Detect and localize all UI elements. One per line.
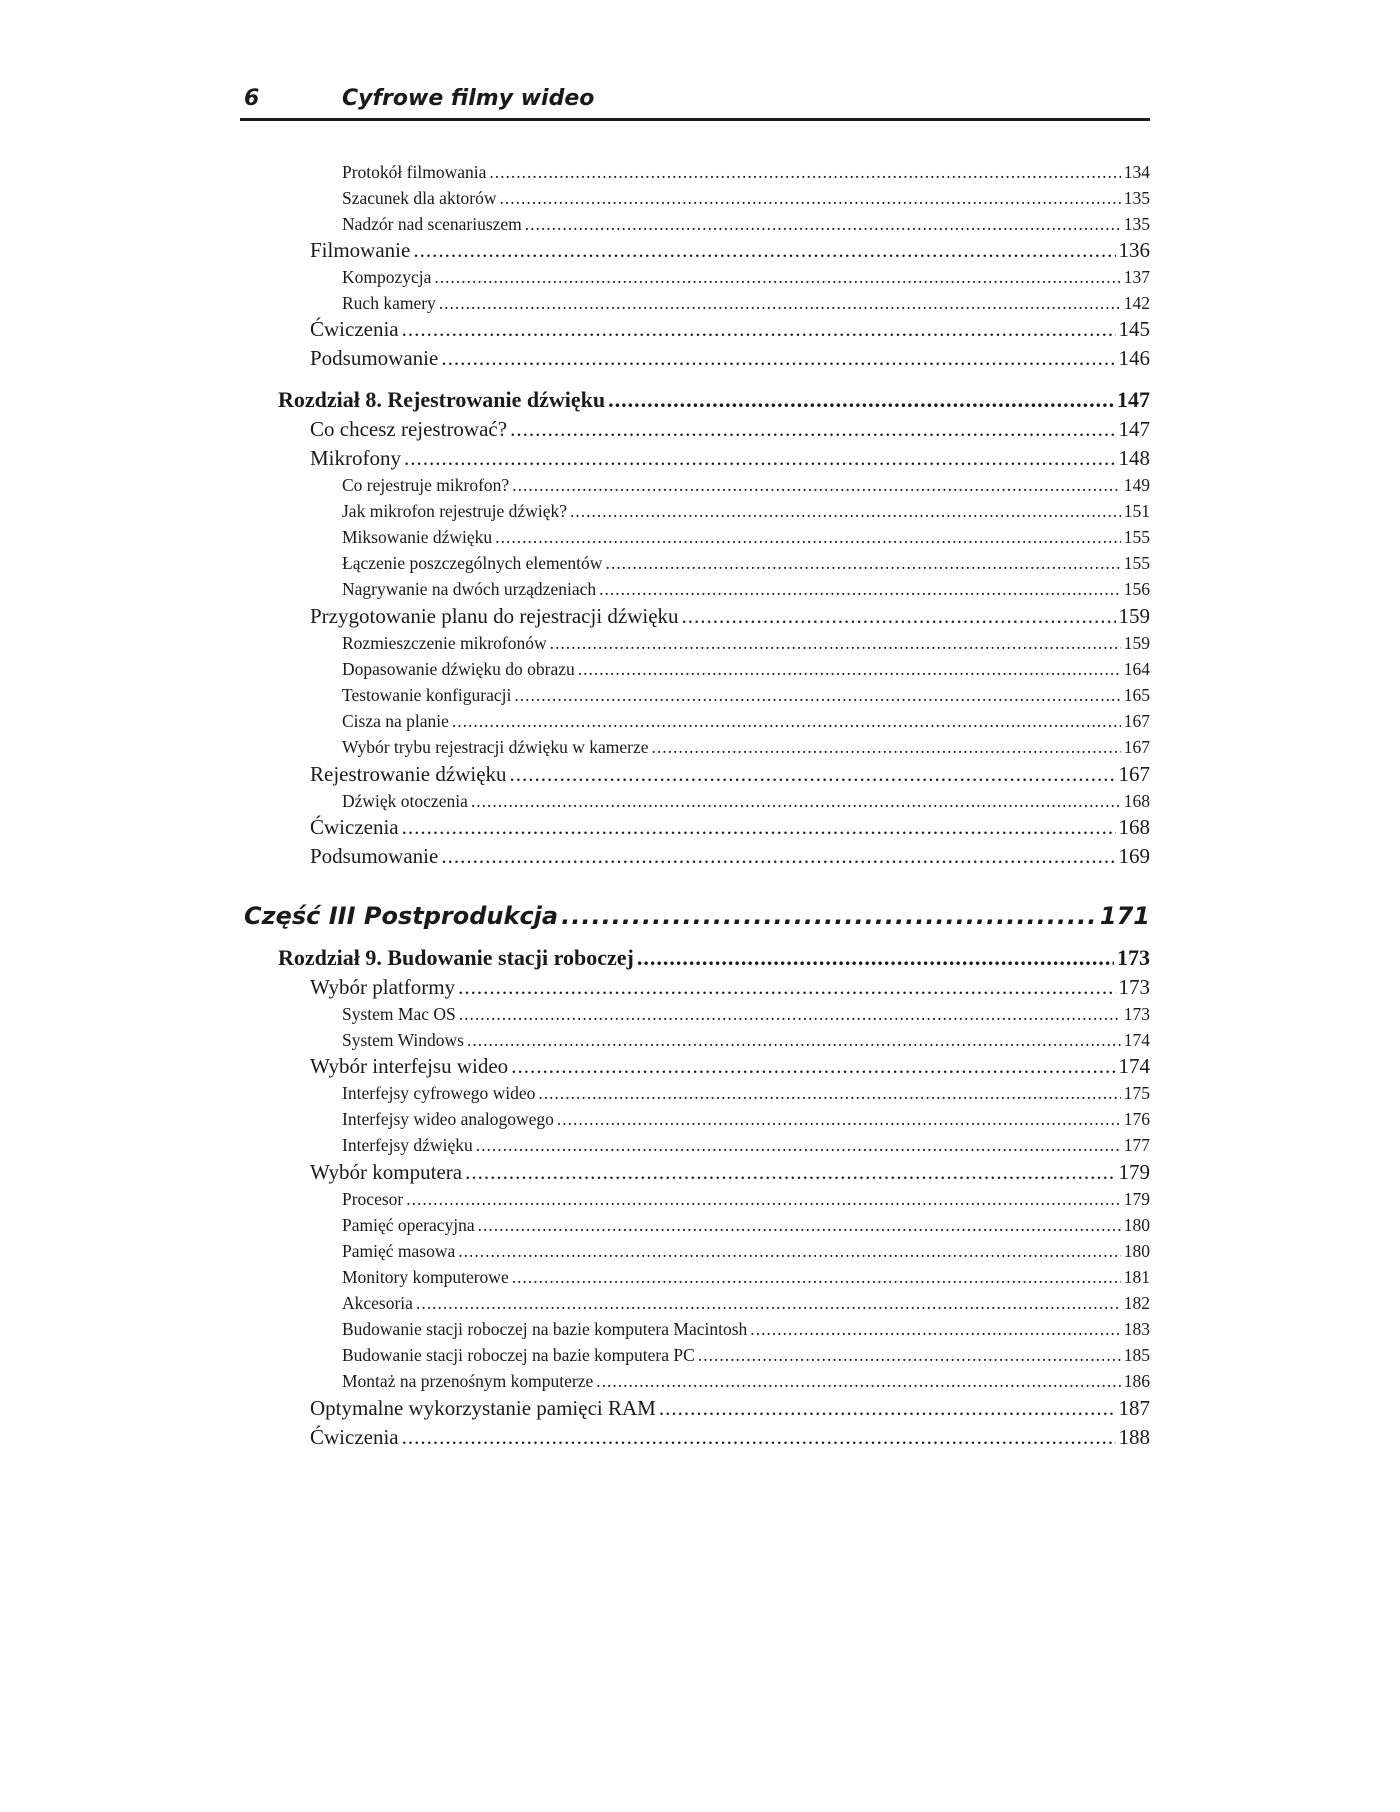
dot-leader <box>416 1293 1121 1314</box>
toc-page-number: 148 <box>1118 446 1150 470</box>
toc-page-number: 188 <box>1118 1425 1150 1449</box>
toc-page-number: 174 <box>1118 1054 1150 1078</box>
toc-entry-title: Ruch kamery <box>342 293 436 313</box>
toc-entry-title: Nadzór nad scenariuszem <box>342 214 522 234</box>
dot-leader <box>525 214 1121 235</box>
toc-entry-title: Miksowanie dźwięku <box>342 527 493 547</box>
toc-entry-title: Dźwięk otoczenia <box>342 791 468 811</box>
dot-leader <box>510 417 1115 442</box>
toc-entry <box>342 267 1150 288</box>
toc-entry <box>342 1189 1150 1210</box>
toc-page-number: 155 <box>1123 553 1150 573</box>
toc-entry-title: Interfejsy wideo analogowego <box>342 1109 554 1129</box>
toc-entry <box>310 815 1150 840</box>
dot-leader <box>452 711 1121 732</box>
toc-page-number: 179 <box>1118 1160 1150 1184</box>
toc-entry-title: Budowanie stacji roboczej na bazie komputera PC <box>342 1345 695 1365</box>
dot-leader <box>471 791 1121 812</box>
dot-leader <box>434 267 1120 288</box>
dot-leader <box>605 553 1120 574</box>
toc-entry <box>342 553 1150 574</box>
toc-entry-title: Łączenie poszczególnych elementów <box>342 553 603 573</box>
page-number: 6 <box>244 86 260 111</box>
toc-page-number: 136 <box>1118 238 1150 262</box>
dot-leader <box>550 633 1121 654</box>
toc-entry <box>342 162 1150 183</box>
toc-entry <box>342 1215 1150 1236</box>
dot-leader <box>441 844 1115 869</box>
toc-entry-title: Co rejestruje mikrofon? <box>342 475 510 495</box>
toc-entry-title: System Windows <box>342 1030 464 1050</box>
book-title: Cyfrowe filmy wideo <box>342 86 595 111</box>
toc-page-number: 147 <box>1117 387 1150 412</box>
toc-entry <box>342 527 1150 548</box>
toc-page-number: 180 <box>1123 1241 1150 1261</box>
dot-leader <box>659 1396 1116 1421</box>
dot-leader <box>402 317 1116 342</box>
toc-page-number: 167 <box>1118 762 1150 786</box>
toc-page-number: 137 <box>1123 267 1150 287</box>
dot-leader <box>458 975 1115 1000</box>
toc-entry <box>342 659 1150 680</box>
dot-leader <box>406 1189 1121 1210</box>
toc-entry <box>310 1054 1150 1079</box>
toc-entry-title: Część III Postprodukcja <box>244 902 559 930</box>
toc-entry <box>342 1004 1150 1025</box>
toc-page-number: 185 <box>1123 1345 1150 1365</box>
toc-page-number: 168 <box>1118 815 1150 839</box>
toc-entry <box>342 214 1150 235</box>
toc-page-number: 134 <box>1123 162 1150 182</box>
toc-page-number: 183 <box>1123 1319 1150 1339</box>
toc-entry <box>342 293 1150 314</box>
toc-page-number: 182 <box>1123 1293 1150 1313</box>
toc-entry-title: Interfejsy cyfrowego wideo <box>342 1083 536 1103</box>
toc-entry <box>342 1267 1150 1288</box>
dot-leader <box>465 1160 1115 1185</box>
toc-entry <box>342 1345 1150 1366</box>
toc-entry <box>342 188 1150 209</box>
toc-entry-title: Interfejsy dźwięku <box>342 1135 473 1155</box>
dot-leader <box>698 1345 1121 1366</box>
toc-page-number: 171 <box>1099 902 1150 930</box>
dot-leader <box>439 293 1121 314</box>
toc-entry <box>310 1160 1150 1185</box>
dot-leader <box>599 579 1121 600</box>
toc-entry-title: Wybór interfejsu wideo <box>310 1054 509 1078</box>
dot-leader <box>682 604 1116 629</box>
toc-page-number: 173 <box>1118 975 1150 999</box>
toc-entry-title: Ćwiczenia <box>310 815 399 839</box>
toc-entry-title: Pamięć masowa <box>342 1241 456 1261</box>
toc-page-number: 145 <box>1118 317 1150 341</box>
toc-page-number: 167 <box>1123 737 1150 757</box>
dot-leader <box>402 1425 1116 1450</box>
toc-page-number: 135 <box>1123 188 1150 208</box>
toc-page-number: 175 <box>1123 1083 1150 1103</box>
toc-entry <box>342 1109 1150 1130</box>
dot-leader <box>510 762 1116 787</box>
dot-leader <box>557 1109 1121 1130</box>
toc-entry-title: Rejestrowanie dźwięku <box>310 762 507 786</box>
toc-entry <box>310 1425 1150 1450</box>
toc-part <box>244 902 1150 930</box>
dot-leader <box>570 501 1121 522</box>
toc-page-number: 147 <box>1118 417 1150 441</box>
toc-entry-title: Akcesoria <box>342 1293 413 1313</box>
dot-leader <box>402 815 1116 840</box>
dot-leader <box>495 527 1121 548</box>
toc-page-number: 168 <box>1123 791 1150 811</box>
toc-page-number: 173 <box>1123 1004 1150 1024</box>
toc-page-number: 177 <box>1123 1135 1150 1155</box>
toc-chapter <box>278 387 1150 413</box>
toc-entry <box>342 1319 1150 1340</box>
toc-entry <box>342 1293 1150 1314</box>
toc-page-number: 165 <box>1123 685 1150 705</box>
dot-leader <box>467 1030 1121 1051</box>
toc-page-number: 156 <box>1123 579 1150 599</box>
toc-entry-title: Wybór komputera <box>310 1160 463 1184</box>
toc-entry <box>342 737 1150 758</box>
toc-entry-title: Mikrofony <box>310 446 401 470</box>
toc-entry <box>310 417 1150 442</box>
toc-page-number: 180 <box>1123 1215 1150 1235</box>
toc-page-number: 159 <box>1118 604 1150 628</box>
toc-entry-title: Nagrywanie na dwóch urządzeniach <box>342 579 597 599</box>
dot-leader <box>514 685 1120 706</box>
toc-entry <box>342 1241 1150 1262</box>
toc-entry <box>342 501 1150 522</box>
toc-entry-title: Rozmieszczenie mikrofonów <box>342 633 547 653</box>
toc-entry-title: Wybór platformy <box>310 975 456 999</box>
toc-entry <box>342 685 1150 706</box>
toc-entry-title: Kompozycja <box>342 267 432 287</box>
toc-entry <box>342 1083 1150 1104</box>
toc-page-number: 179 <box>1123 1189 1150 1209</box>
dot-leader <box>596 1371 1121 1392</box>
toc-entry-title: Protokół filmowania <box>342 162 487 182</box>
toc-page-number: 167 <box>1123 711 1150 731</box>
toc-page-number: 174 <box>1123 1030 1150 1050</box>
toc-entry <box>342 1135 1150 1156</box>
toc-entry-title: Dopasowanie dźwięku do obrazu <box>342 659 575 679</box>
toc-entry-title: Szacunek dla aktorów <box>342 188 497 208</box>
toc-page-number: 181 <box>1123 1267 1150 1287</box>
toc-entry <box>310 317 1150 342</box>
toc-entry-title: System Mac OS <box>342 1004 456 1024</box>
toc-entry-title: Przygotowanie planu do rejestracji dźwięku <box>310 604 679 628</box>
toc-entry <box>310 446 1150 471</box>
toc-entry-title: Monitory komputerowe <box>342 1267 509 1287</box>
toc-entry <box>310 975 1150 1000</box>
toc-page-number: 151 <box>1123 501 1150 521</box>
toc-entry-title: Podsumowanie <box>310 346 439 370</box>
dot-leader <box>489 162 1120 183</box>
dot-leader <box>458 1241 1121 1262</box>
dot-leader <box>750 1319 1120 1340</box>
dot-leader <box>478 1215 1121 1236</box>
dot-leader <box>538 1083 1120 1104</box>
toc-entry-title: Montaż na przenośnym komputerze <box>342 1371 594 1391</box>
toc-page-number: 155 <box>1123 527 1150 547</box>
toc-page-number: 186 <box>1123 1371 1150 1391</box>
dot-leader <box>413 238 1115 263</box>
dot-leader <box>652 737 1121 758</box>
toc-entry-title: Procesor <box>342 1189 404 1209</box>
toc-entry-title: Filmowanie <box>310 238 411 262</box>
toc-entry <box>342 1371 1150 1392</box>
toc-entry-title: Co chcesz rejestrować? <box>310 417 508 441</box>
toc-page-number: 146 <box>1118 346 1150 370</box>
toc-chapter <box>278 945 1150 971</box>
toc-page-number: 142 <box>1123 293 1150 313</box>
toc-entry-title: Pamięć operacyjna <box>342 1215 475 1235</box>
toc-entry-title: Optymalne wykorzystanie pamięci RAM <box>310 1396 656 1420</box>
toc-entry <box>342 633 1150 654</box>
toc-entry-title: Cisza na planie <box>342 711 449 731</box>
toc-entry-title: Testowanie konfiguracji <box>342 685 512 705</box>
dot-leader <box>500 188 1121 209</box>
toc-entry-title: Rozdział 8. Rejestrowanie dźwięku <box>278 387 606 412</box>
dot-leader <box>404 446 1116 471</box>
toc-entry-title: Jak mikrofon rejestruje dźwięk? <box>342 501 567 521</box>
toc-entry <box>310 238 1150 263</box>
toc-entry <box>310 844 1150 869</box>
toc-entry <box>342 579 1150 600</box>
toc-entry-title: Podsumowanie <box>310 844 439 868</box>
dot-leader <box>511 1054 1115 1079</box>
toc-entry <box>342 1030 1150 1051</box>
toc-entry <box>310 604 1150 629</box>
dot-leader <box>561 902 1097 930</box>
dot-leader <box>441 346 1115 371</box>
toc-page-number: 149 <box>1123 475 1150 495</box>
toc-page-number: 176 <box>1123 1109 1150 1129</box>
toc-entry <box>310 346 1150 371</box>
toc-page-number: 164 <box>1123 659 1150 679</box>
toc-page-number: 159 <box>1123 633 1150 653</box>
toc-entry <box>310 762 1150 787</box>
toc-entry <box>342 475 1150 496</box>
dot-leader <box>459 1004 1121 1025</box>
dot-leader <box>608 387 1114 413</box>
toc-page-number: 187 <box>1118 1396 1150 1420</box>
page-header <box>240 86 1150 121</box>
toc-entry <box>342 711 1150 732</box>
toc-page-number: 169 <box>1118 844 1150 868</box>
dot-leader <box>578 659 1121 680</box>
toc-entry-title: Rozdział 9. Budowanie stacji roboczej <box>278 945 634 970</box>
toc-entry-title: Ćwiczenia <box>310 1425 399 1449</box>
toc-page-number: 173 <box>1117 945 1150 970</box>
toc-entry-title: Wybór trybu rejestracji dźwięku w kamerze <box>342 737 649 757</box>
dot-leader <box>476 1135 1121 1156</box>
toc-page-number: 135 <box>1123 214 1150 234</box>
toc-entry <box>310 1396 1150 1421</box>
toc-entry-title: Ćwiczenia <box>310 317 399 341</box>
dot-leader <box>512 475 1121 496</box>
dot-leader <box>512 1267 1121 1288</box>
toc-entry <box>342 791 1150 812</box>
dot-leader <box>637 945 1114 971</box>
toc-entry-title: Budowanie stacji roboczej na bazie komputera Macintosh <box>342 1319 748 1339</box>
